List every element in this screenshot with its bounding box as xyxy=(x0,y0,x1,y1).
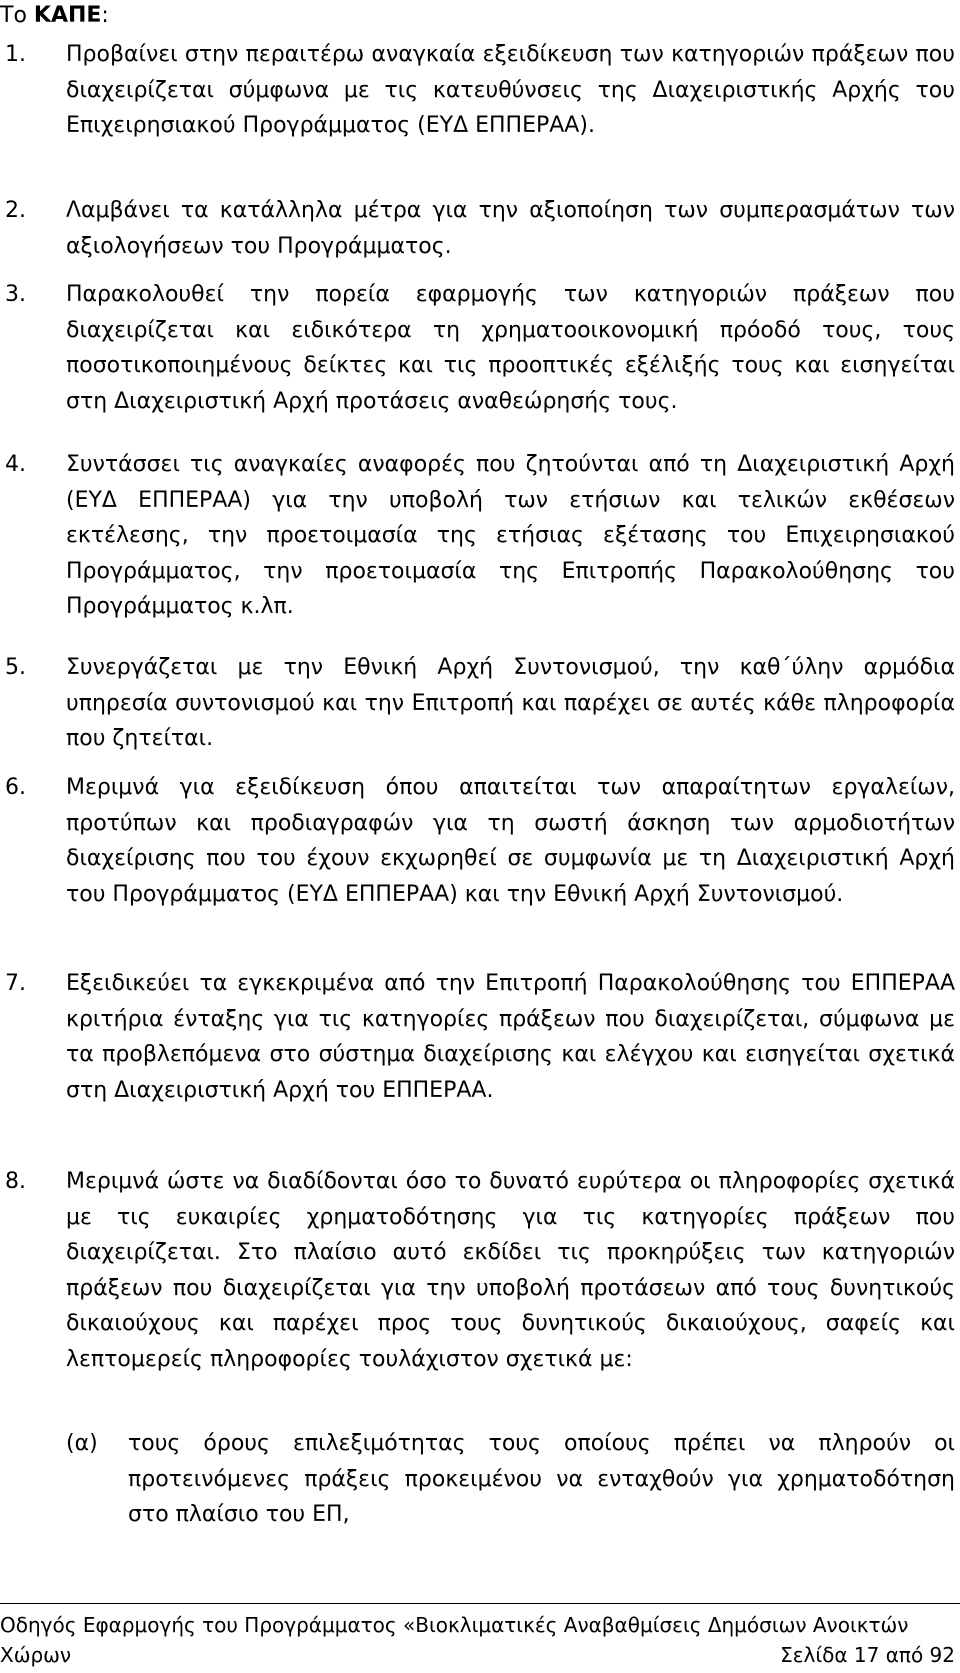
sub-list-item-label: (α) xyxy=(66,1431,98,1456)
footer-title: Οδηγός Εφαρμογής του Προγράμματος «Βιοκλιματικές Αναβαθμίσεις Δημόσιων Ανοικτών Χώρων xyxy=(0,1613,909,1667)
list-item-text: Προβαίνει στην περαιτέρω αναγκαία εξειδίκευση των κατηγοριών πράξεων που διαχειρίζεται σύμφωνα με τις κατευθύνσεις της Διαχειριστικής Αρχής του Επιχειρησιακού Προγράμματος (ΕΥΔ ΕΠΠΕΡΑΑ). xyxy=(66,42,955,138)
page-footer xyxy=(0,1610,955,1670)
intro-org: ΚΑΠΕ xyxy=(33,3,102,28)
list-item xyxy=(0,447,955,625)
list-item-number: 3. xyxy=(5,282,26,307)
list-item-text: Μεριμνά για εξειδίκευση όπου απαιτείται των απαραίτητων εργαλείων, προτύπων και προδιαγραφών για τη σωστή άσκηση των αρμοδιοτήτων διαχείρισης που του έχουν εκχωρηθεί σε συμφωνία με τη Διαχειριστική Αρχή του Προγράμματος (ΕΥΔ ΕΠΠΕΡΑΑ) και την Εθνική Αρχή Συντονισμού. xyxy=(66,775,955,907)
list-item-text: Λαμβάνει τα κατάλληλα μέτρα για την αξιοποίηση των συμπερασμάτων των αξιολογήσεων του Προγράμματος. xyxy=(66,198,955,259)
list-item-text: Εξειδικεύει τα εγκεκριμένα από την Επιτροπή Παρακολούθησης του ΕΠΠΕΡΑΑ κριτήρια ένταξης για τις κατηγορίες πράξεων που διαχειρίζεται, σύμφωνα με τα προβλεπόμενα στο σύστημα διαχείρισης και ελέγχου και εισηγείται σχετικά στη Διαχειριστική Αρχή του ΕΠΠΕΡΑΑ. xyxy=(66,971,955,1103)
list-item xyxy=(0,193,955,264)
sub-list-item-text: τους όρους επιλεξιμότητας τους οποίους πρέπει να πληρούν οι προτεινόμενες πράξεις προκειμένου να ενταχθούν για χρηματοδότηση στο πλαίσιο του ΕΠ, xyxy=(128,1431,955,1527)
page-number: Σελίδα 17 από 92 xyxy=(780,1643,955,1667)
list-item xyxy=(0,650,955,757)
intro-line xyxy=(0,0,109,32)
list-item-number: 8. xyxy=(5,1169,26,1194)
list-item-number: 2. xyxy=(5,198,26,223)
list-item-number: 4. xyxy=(5,452,26,477)
list-item-text: Συντάσσει τις αναγκαίες αναφορές που ζητούνται από τη Διαχειριστική Αρχή (ΕΥΔ ΕΠΠΕΡΑΑ) για την υποβολή των ετήσιων και τελικών εκθέσεων εκτέλεσης, την προετοιμασία της ετήσιας εξέτασης του Επιχειρησιακού Προγράμματος, την προετοιμασία της Επιτροπής Παρακολούθησης του Προγράμματος κ.λπ. xyxy=(66,452,955,619)
sub-list-item xyxy=(0,1426,955,1533)
list-item-number: 6. xyxy=(5,775,26,800)
intro-prefix: Το xyxy=(0,3,34,28)
intro-suffix: : xyxy=(101,3,109,28)
list-item-text: Μεριμνά ώστε να διαδίδονται όσο το δυνατό ευρύτερα οι πληροφορίες σχετικά με τις ευκαιρίες χρηματοδότησης για τις κατηγορίες πράξεων που διαχειρίζεται. Στο πλαίσιο αυτό εκδίδει τις προκηρύξεις των κατηγοριών πράξεων που διαχειρίζεται για την υποβολή προτάσεων από τους δυνητικούς δικαιούχους και παρέχει προς τους δυνητικούς δικαιούχους, σαφείς και λεπτομερείς πληροφορίες τουλάχιστον σχετικά με: xyxy=(66,1169,955,1372)
list-item xyxy=(0,37,955,144)
list-item xyxy=(0,1164,955,1377)
list-item-number: 5. xyxy=(5,655,26,680)
list-item-number: 1. xyxy=(5,42,26,67)
list-item-text: Συνεργάζεται με την Εθνική Αρχή Συντονισμού, την καθ΄ύλην αρμόδια υπηρεσία συντονισμού και την Επιτροπή και παρέχει σε αυτές κάθε πληροφορία που ζητείται. xyxy=(66,655,955,751)
list-item xyxy=(0,966,955,1108)
list-item-number: 7. xyxy=(5,971,26,996)
list-item xyxy=(0,277,955,419)
list-item-text: Παρακολουθεί την πορεία εφαρμογής των κατηγοριών πράξεων που διαχειρίζεται και ειδικότερα τη χρηματοοικονομική πρόοδό τους, τους ποσοτικοποιημένους δείκτες και τις προοπτικές εξέλιξής τους και εισηγείται στη Διαχειριστική Αρχή προτάσεις αναθεώρησής τους. xyxy=(66,282,955,414)
footer-divider xyxy=(0,1603,960,1604)
list-item xyxy=(0,770,955,912)
